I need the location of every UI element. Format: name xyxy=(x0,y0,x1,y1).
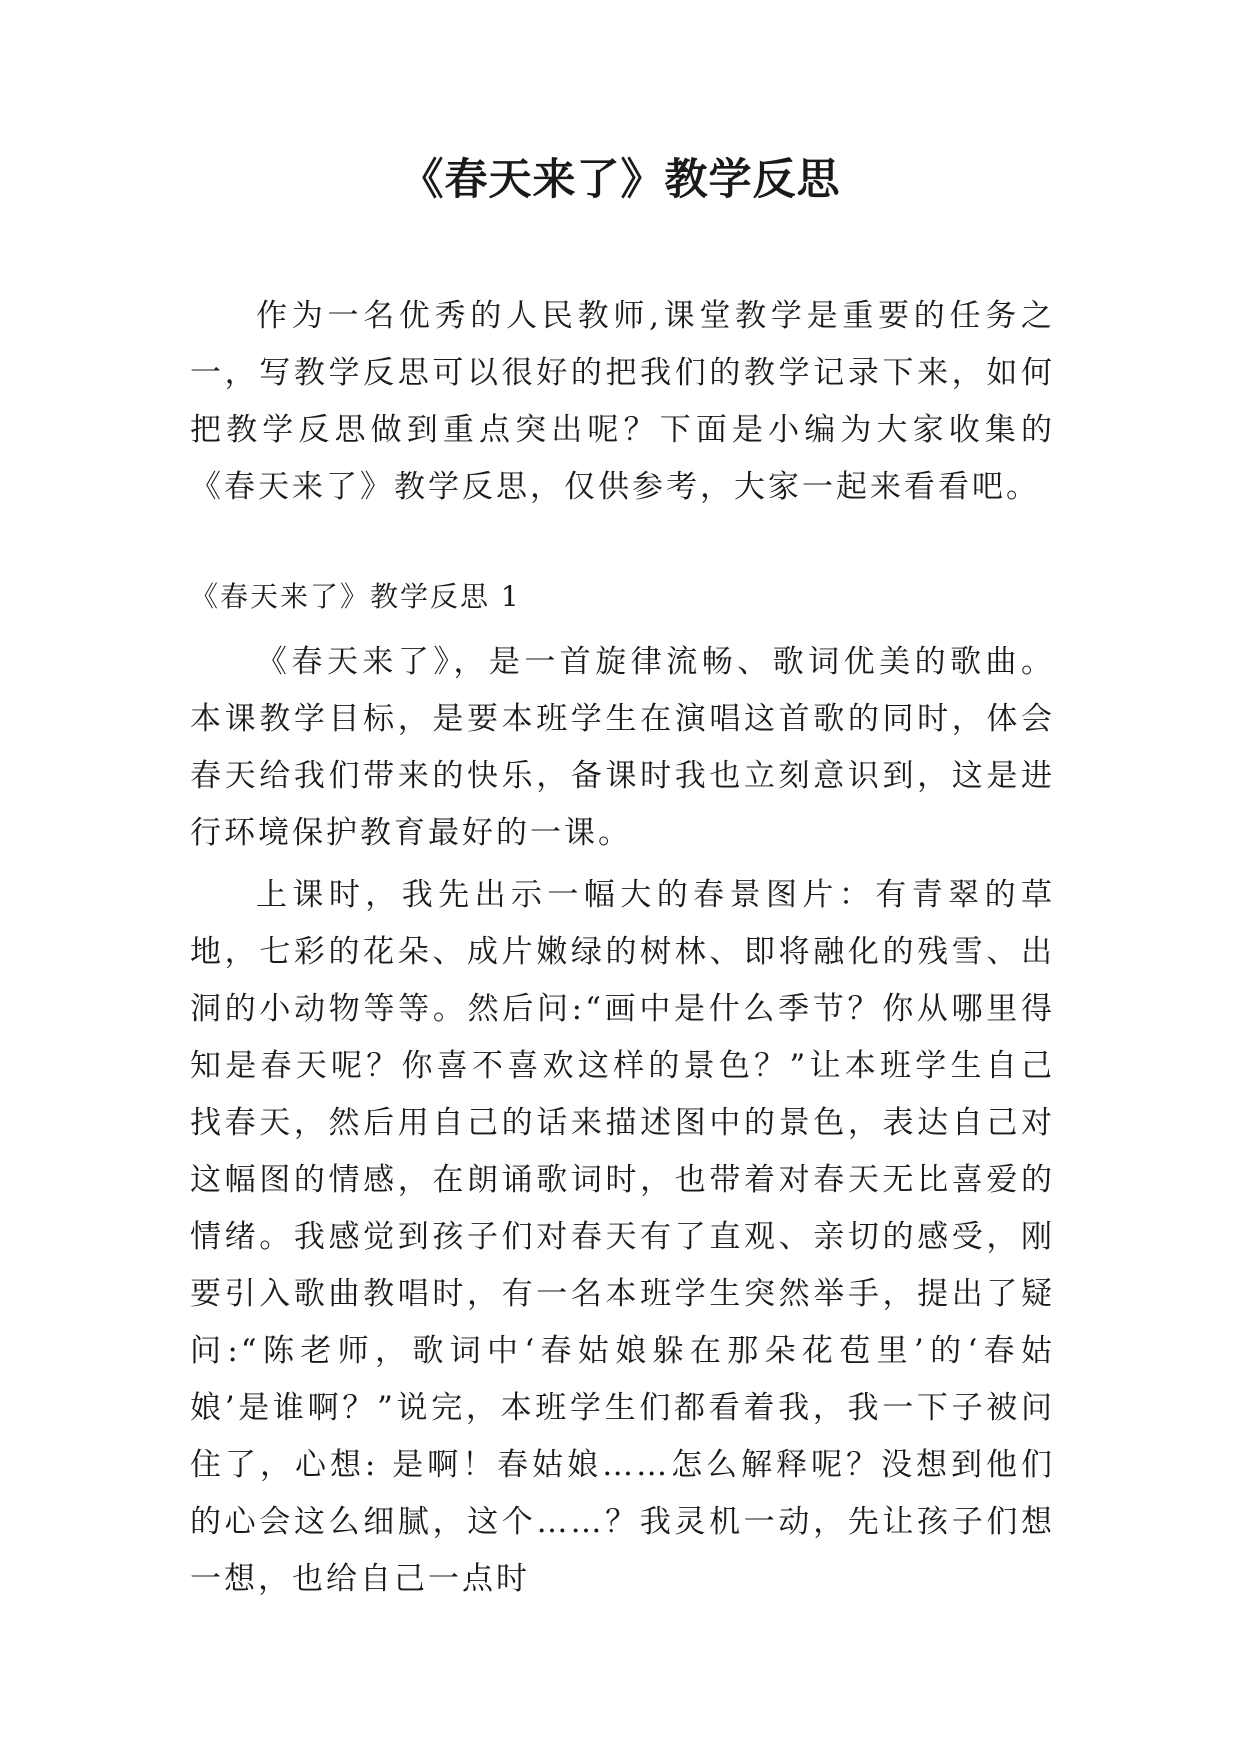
document-title: 《春天来了》教学反思 xyxy=(400,155,841,205)
intro-paragraph: 作为一名优秀的人民教师,课堂教学是重要的任务之一，写教学反思可以很好的把我们的教学记录下来，如何把教学反思做到重点突出呢？下面是小编为大家收集的《春天来了》教学反思，仅供参考，大家一起来看看吧。 xyxy=(190,298,1055,505)
body-paragraph: 《春天来了》，是一首旋律流畅、歌词优美的歌曲。本课教学目标，是要本班学生在演唱这首歌的同时，体会春天给我们带来的快乐，备课时我也立刻意识到，这是进行环境保护教育最好的一课。 xyxy=(190,644,1055,851)
body-paragraph: 上课时，我先出示一幅大的春景图片：有青翠的草地，七彩的花朵、成片嫩绿的树林、即将融化的残雪、出洞的小动物等等。然后问:“画中是什么季节？你从哪里得知是春天呢？你喜不喜欢这样的景色？”让本班学生自己找春天，然后用自己的话来描述图中的景色，表达自己对这幅图的情感，在朗诵歌词时，也带着对春天无比喜爱的情绪。我感觉到孩子们对春天有了直观、亲切的感受，刚要引入歌曲教唱时，有一名本班学生突然举手，提出了疑问:“陈老师，歌词中‘春姑娘躲在那朵花苞里’的‘春姑娘’是谁啊？”说完，本班学生们都看着我，我一下子被问住了，心想: 是啊！春姑娘……怎么解释呢？没想到他们的心会这么细腻，这个……？我灵机一动，先让孩子们想一想，也给自己一点时 xyxy=(190,877,1055,1597)
section-heading: 《春天来了》教学反思 1 xyxy=(190,580,521,613)
